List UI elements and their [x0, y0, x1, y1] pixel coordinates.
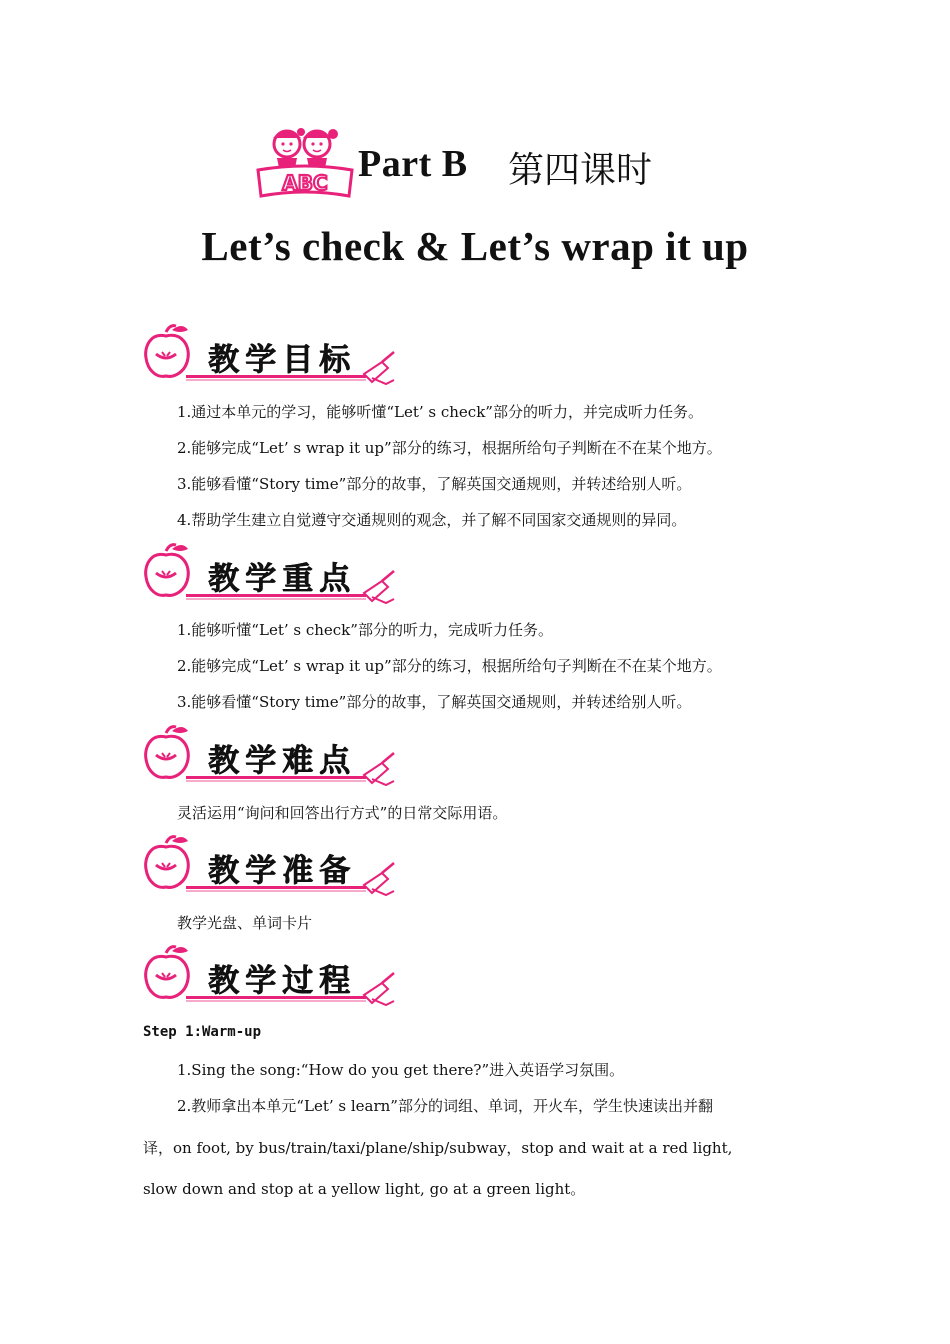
goal-item-1: 1.通过本单元的学习，能够听懂“Let’ s check”部分的听力，并完成听力任务。 [177, 403, 703, 421]
section-title-difficulties: 教学难点 [208, 743, 356, 779]
kids-abc-logo-icon [255, 122, 355, 200]
goal-item-4: 4.帮助学生建立自觉遵守交通规则的观念，并了解不同国家交通规则的异同。 [177, 511, 687, 529]
process-item-2-cont-2: slow down and stop at a yellow light, go at a green light。 [143, 1180, 586, 1198]
key-point-item-3: 3.能够看懂“Story time”部分的故事，了解英国交通规则，并转述给别人听。 [177, 693, 692, 711]
logo-text: ABC [282, 171, 328, 195]
title-lesson: 第四课时 [508, 150, 653, 191]
section-header-key-points [142, 541, 402, 611]
goal-item-2: 2.能够完成“Let’ s wrap it up”部分的练习，根据所给句子判断在不在某个地方。 [177, 439, 722, 457]
section-title-key-points: 教学重点 [208, 561, 356, 597]
section-header-process [142, 943, 402, 1013]
section-header-preparation [142, 833, 402, 903]
section-header-goals [142, 322, 402, 392]
title-row [255, 122, 715, 202]
section-header-difficulties [142, 723, 402, 793]
key-point-item-2: 2.能够完成“Let’ s wrap it up”部分的练习，根据所给句子判断在不在某个地方。 [177, 657, 722, 675]
step-1-heading: Step 1:Warm-up [143, 1024, 262, 1040]
difficulty-item-1: 灵活运用“询问和回答出行方式”的日常交际用语。 [177, 804, 508, 822]
key-point-item-1: 1.能够听懂“Let’ s check”部分的听力，完成听力任务。 [177, 621, 553, 639]
section-title-process: 教学过程 [208, 963, 356, 999]
title-part: Part B [358, 143, 468, 185]
goal-item-3: 3.能够看懂“Story time”部分的故事，了解英国交通规则，并转述给别人听。 [177, 475, 692, 493]
process-item-2-cont-1: 译，on foot, by bus/train/taxi/plane/ship/subway，stop and wait at a red light, [143, 1139, 733, 1157]
process-item-2: 2.教师拿出本单元“Let’ s learn”部分的词组、单词，开火车，学生快速读出并翻 [177, 1097, 713, 1115]
preparation-item-1: 教学光盘、单词卡片 [177, 914, 313, 932]
process-item-1: 1.Sing the song:“How do you get there?”进入英语学习氛围。 [177, 1061, 625, 1079]
page-subtitle: Let’s check & Let’s wrap it up [201, 223, 749, 269]
section-title-goals: 教学目标 [208, 342, 356, 378]
section-title-preparation: 教学准备 [208, 853, 356, 889]
